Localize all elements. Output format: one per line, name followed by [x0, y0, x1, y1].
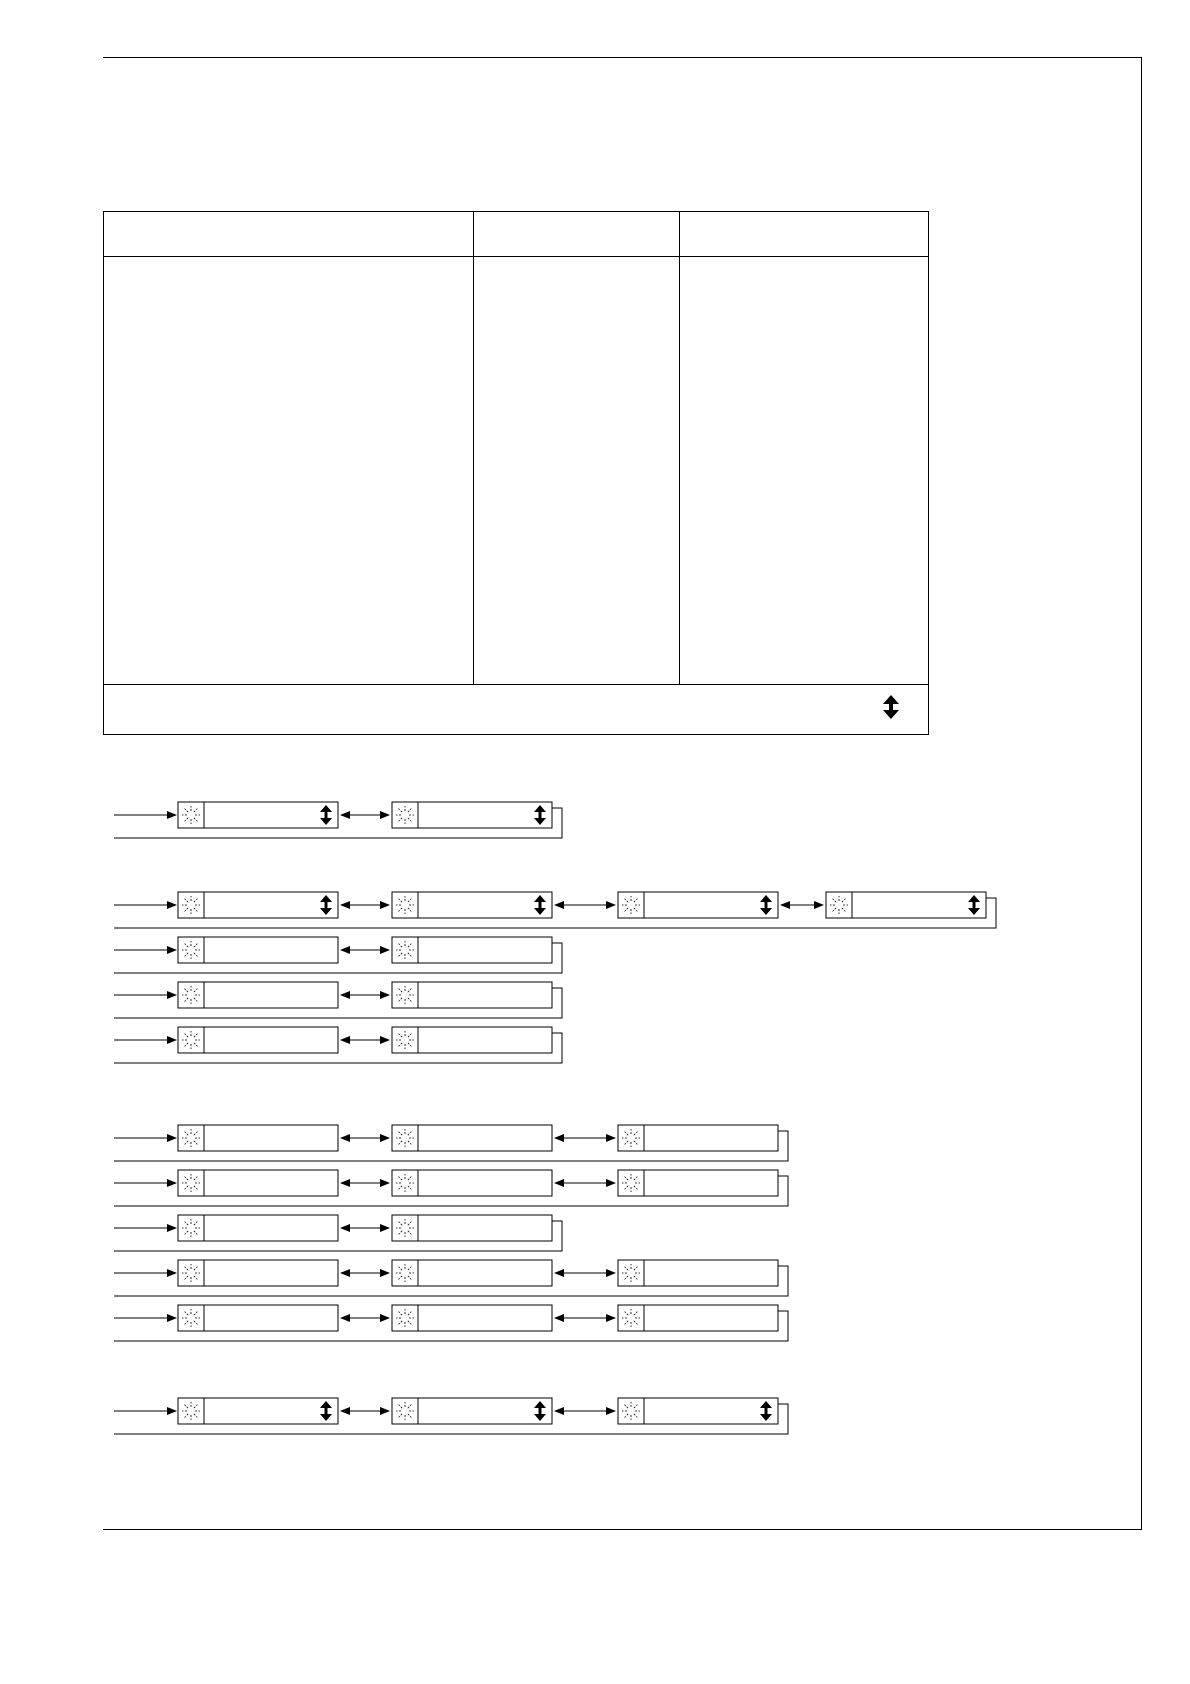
menu-display-box [618, 892, 778, 918]
menu-display-box [178, 1215, 338, 1241]
flashing-indicator-icon [392, 1215, 418, 1241]
flashing-indicator-icon [392, 1170, 418, 1196]
flashing-indicator-icon [178, 1170, 204, 1196]
menu-display-box [178, 892, 338, 918]
menu-display-box [178, 1305, 338, 1331]
flashing-indicator-icon [618, 1170, 644, 1196]
flashing-indicator-icon [178, 892, 204, 918]
flashing-indicator-icon [618, 892, 644, 918]
menu-display-box [618, 1170, 778, 1196]
menu-display-box [178, 1260, 338, 1286]
menu-display-box [178, 937, 338, 963]
menu-display-box [618, 1260, 778, 1286]
flashing-indicator-icon [392, 1027, 418, 1053]
menu-display-box [178, 802, 338, 828]
flashing-indicator-icon [178, 1398, 204, 1424]
menu-display-box [392, 1260, 552, 1286]
menu-display-box [178, 982, 338, 1008]
menu-row [114, 802, 562, 838]
menu-row [114, 937, 562, 973]
menu-display-box [826, 892, 986, 918]
menu-display-box [392, 982, 552, 1008]
flashing-indicator-icon [392, 982, 418, 1008]
menu-display-box [618, 1398, 778, 1424]
menu-row [114, 1215, 562, 1251]
flashing-indicator-icon [392, 1125, 418, 1151]
flashing-indicator-icon [618, 1125, 644, 1151]
menu-row [114, 1027, 562, 1063]
menu-display-box [392, 1170, 552, 1196]
menu-display-box [392, 1215, 552, 1241]
flashing-indicator-icon [618, 1398, 644, 1424]
flashing-indicator-icon [178, 937, 204, 963]
menu-row [114, 1305, 788, 1341]
menu-row [114, 1170, 788, 1206]
flashing-indicator-icon [392, 892, 418, 918]
flashing-indicator-icon [392, 937, 418, 963]
menu-display-box [178, 1027, 338, 1053]
menu-display-box [392, 937, 552, 963]
menu-row [114, 1398, 788, 1434]
menu-row [114, 892, 996, 928]
menu-display-box [392, 1125, 552, 1151]
flashing-indicator-icon [392, 1398, 418, 1424]
flashing-indicator-icon [178, 1260, 204, 1286]
flashing-indicator-icon [178, 982, 204, 1008]
menu-display-box [392, 1027, 552, 1053]
menu-row [114, 982, 562, 1018]
menu-display-box [392, 1305, 552, 1331]
flashing-indicator-icon [178, 1215, 204, 1241]
menu-row [114, 1260, 788, 1296]
menu-display-box [392, 1398, 552, 1424]
menu-display-box [178, 1125, 338, 1151]
flashing-indicator-icon [178, 802, 204, 828]
flashing-indicator-icon [178, 1125, 204, 1151]
menu-display-box [178, 1398, 338, 1424]
flashing-indicator-icon [826, 892, 852, 918]
flashing-indicator-icon [392, 1305, 418, 1331]
menu-display-box [618, 1125, 778, 1151]
menu-display-box [178, 1170, 338, 1196]
menu-row [114, 1125, 788, 1161]
flashing-indicator-icon [392, 802, 418, 828]
menu-display-box [392, 892, 552, 918]
menu-display-box [618, 1305, 778, 1331]
menu-display-box [392, 802, 552, 828]
flashing-indicator-icon [178, 1027, 204, 1053]
flashing-indicator-icon [618, 1305, 644, 1331]
flashing-indicator-icon [178, 1305, 204, 1331]
flashing-indicator-icon [392, 1260, 418, 1286]
flashing-indicator-icon [618, 1260, 644, 1286]
